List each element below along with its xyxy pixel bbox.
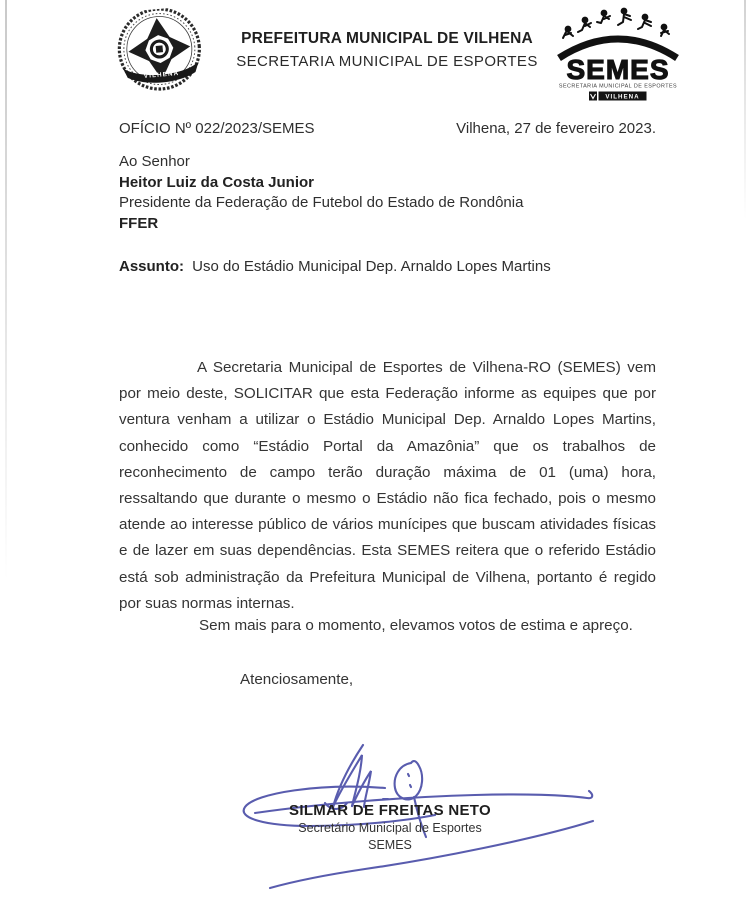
vilhena-badge [589,92,647,101]
signatory-title: Secretário Municipal de Esportes [298,821,482,835]
vilhena-coat-of-arms-icon [108,5,212,108]
body-paragraph: A Secretaria Municipal de Esportes de Vilhena-RO (SEMES) vem por meio deste, SOLICITAR que esta Federação informe as equipes que por ventura venham a utilizar o Estádio Municipal Dep. Arnaldo Lopes Martins, conhecido como “Estádio Portal da Amazônia” que os trabalhos de reconhecimento de campo terão duração máxima de 01 (uma) hora, ressaltando que durante o mesmo o Estádio não fica fechado, pois o mesmo atende ao interesse público de vários munícipes que buscam atividades físicas e de lazer em suas dependências. Esta SEMES reitera que o referido Estádio está sob administração da Prefeitura Municipal de Vilhena, portanto é regido por suas normas internas. [119,359,656,612]
closing-sentence: Sem mais para o momento, elevamos votos de estima e apreço. [199,617,633,634]
letterhead [217,30,557,70]
recipient-name: Heitor Luiz da Costa Junior [119,173,315,191]
semes-subtitle-label: SECRETARIA MUNICIPAL DE ESPORTES [558,83,678,90]
scan-edge-artifact-left [5,0,7,580]
letterhead-org-name: PREFEITURA MUNICIPAL DE VILHENA [241,30,533,47]
subject-line [119,258,551,275]
recipient-salutation: Ao Senhor [119,153,190,170]
oficio-number: OFÍCIO Nº 022/2023/SEMES [119,120,315,137]
crest-banner-label: VILHENA [143,69,180,80]
signatory-name: SILMAR DE FREITAS NETO [289,802,491,819]
subject-text: Uso do Estádio Municipal Dep. Arnaldo Lopes Martins [192,258,551,275]
semes-logo-icon [552,5,684,107]
valediction: Atenciosamente, [240,671,354,688]
recipient-block [119,152,523,234]
letterhead-dept-name: SECRETARIA MUNICIPAL DE ESPORTES [236,53,538,70]
athlete-figures [563,9,669,38]
scan-edge-artifact-right [744,0,746,220]
signatory-org: SEMES [368,838,412,852]
semes-acronym-label: SEMES [566,54,670,85]
reference-row [119,120,656,137]
recipient-role: Presidente da Federação de Futebol do Estado de Rondônia [119,194,524,211]
dateline: Vilhena, 27 de fevereiro 2023. [456,120,656,137]
subject-label: Assunto: [119,258,184,275]
recipient-org: FFER [119,214,159,232]
vilhena-badge-label: VILHENA [605,93,640,101]
